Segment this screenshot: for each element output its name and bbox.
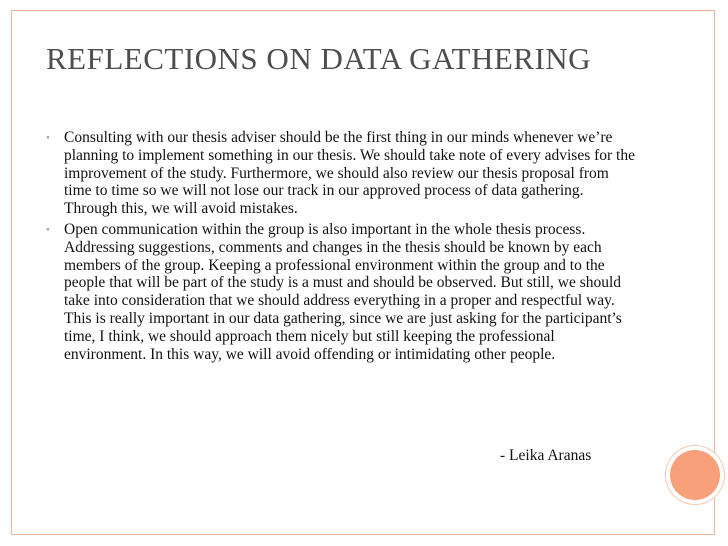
bullet-dot-icon: •: [46, 132, 50, 144]
bullet-list: [46, 129, 636, 366]
bullet-dot-icon: •: [46, 223, 50, 236]
bullet-item: [46, 129, 636, 218]
bullet-text: Consulting with our thesis adviser should be the first thing in our minds whenever we’re planning to implement something in our thesis. We should take note of every advises for the improvement of the study. Furthermore, we should also review our thesis proposal from time to time so we will not lose our track in our approved process of data gathering. Through this, we will avoid mistakes.: [64, 129, 635, 218]
bullet-item: [46, 221, 636, 363]
decorative-circle: [670, 450, 720, 500]
bullet-text: Open communication within the group is also important in the whole thesis process. Addressing suggestions, comments and changes in the thesis should be known by each members of the group. Keeping a professional environment within the group and to the people that will be part of the study is a must and should be observed. But still, we should take into consideration that we should address everything in a proper and respectful way. This is really important in our data gathering, since we are just asking for the participant’s time, I think, we should approach them nicely but still keeping the professional environment. In this way, we will avoid offending or intimidating other people.: [64, 220, 622, 363]
slide-title: REFLECTIONS ON DATA GATHERING: [46, 41, 592, 76]
author-signature: - Leika Aranas: [500, 447, 592, 464]
